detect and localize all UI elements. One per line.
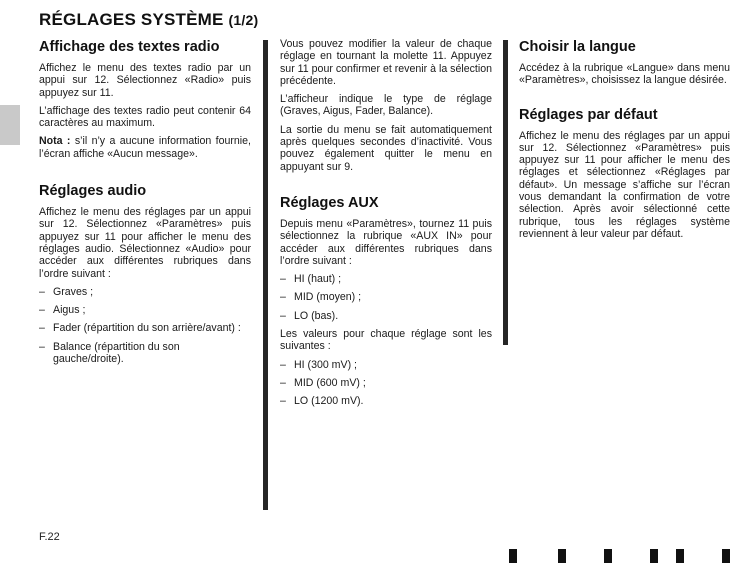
list-item: – MID (moyen) ; (280, 291, 492, 303)
aux-settings-list (280, 273, 492, 322)
note-paragraph (39, 135, 251, 160)
note-text: s’il n’y a aucune information fournie, l’écran affiche «Aucun message». (39, 135, 251, 160)
paragraph: Affichez le menu des textes radio par un appui sur 12. Sélectionnez «Radio» puis appuyez sur 11. (39, 62, 251, 99)
section-heading-radio-text: Affichage des textes radio (39, 39, 220, 55)
paragraph: Vous pouvez modifier la valeur de chaque réglage en tournant la molette 11. Appuyez sur 11 pour confirmer et revenir à la sélection précédente. (280, 38, 492, 87)
page-title (39, 10, 258, 30)
list-item: – Graves ; (39, 286, 251, 298)
print-registration-mark (676, 549, 684, 563)
list-item: – HI (300 mV) ; (280, 359, 492, 371)
paragraph: Depuis menu «Paramètres», tournez 11 puis sélectionnez la rubrique «AUX IN» pour accéder aux différentes rubriques dans l’ordre suivant : (280, 217, 492, 267)
page-title-part: (1/2) (228, 12, 259, 28)
column-divider-left (263, 40, 268, 510)
section-heading-language: Choisir la langue (519, 39, 636, 55)
aux-values-list (280, 359, 492, 408)
print-registration-mark (722, 549, 730, 563)
column-right (519, 38, 730, 240)
paragraph: Accédez à la rubrique «Langue» dans menu «Paramètres», choisissez la langue désirée. (519, 62, 730, 87)
paragraph: Les valeurs pour chaque réglage sont les suivantes : (280, 328, 492, 353)
section-heading-default-settings: Réglages par défaut (519, 106, 658, 123)
list-item: – MID (600 mV) ; (280, 377, 492, 389)
list-item: – HI (haut) ; (280, 273, 492, 285)
paragraph: Affichez le menu des réglages par un appui sur 12. Sélectionnez «Paramètres» puis appuyez sur 11 pour afficher le menu des réglages et sélectionnez «Réglages par défaut». Un message s’affiche sur l’écran vous demandant la confirmation de votre sélection. Après avoir sélectionné cette rubrique, tous les réglages système reviennent à leur valeur par défaut. (519, 129, 730, 240)
list-item: – LO (1200 mV). (280, 395, 492, 407)
page-title-text: RÉGLAGES SYSTÈME (39, 10, 224, 29)
list-item: – Fader (répartition du son arrière/avant) : (39, 322, 251, 334)
paragraph: La sortie du menu se fait automatiquement après quelques secondes d’inactivité. Vous pouvez également quitter le menu en appuyant sur 9. (280, 123, 492, 173)
print-registration-mark (558, 549, 566, 563)
page-number: F.22 (39, 531, 60, 543)
list-item: – Aigus ; (39, 304, 251, 316)
paragraph: Affichez le menu des réglages par un appui sur 12. Sélectionnez «Paramètres» puis appuyez sur 11 pour afficher le menu des réglages audio. Sélectionnez «Audio» pour accéder aux différentes rubriques dans l’ordre suivant : (39, 206, 251, 280)
list-item: – LO (bas). (280, 310, 492, 322)
print-registration-mark (650, 549, 658, 563)
print-registration-mark (509, 549, 517, 563)
paragraph: L’afficheur indique le type de réglage (Graves, Aigus, Fader, Balance). (280, 93, 492, 118)
column-divider-right (503, 40, 508, 345)
paragraph: L’affichage des textes radio peut contenir 64 caractères au maximum. (39, 104, 251, 130)
column-middle (280, 38, 492, 414)
section-thumb-tab (0, 105, 20, 145)
list-item: – Balance (répartition du son gauche/droite). (39, 341, 251, 366)
section-heading-audio: Réglages audio (39, 183, 147, 200)
note-label: Nota : (39, 135, 71, 148)
column-left (39, 38, 251, 371)
section-heading-aux: Réglages AUX (280, 194, 379, 211)
audio-settings-list (39, 286, 251, 365)
print-registration-mark (604, 549, 612, 563)
